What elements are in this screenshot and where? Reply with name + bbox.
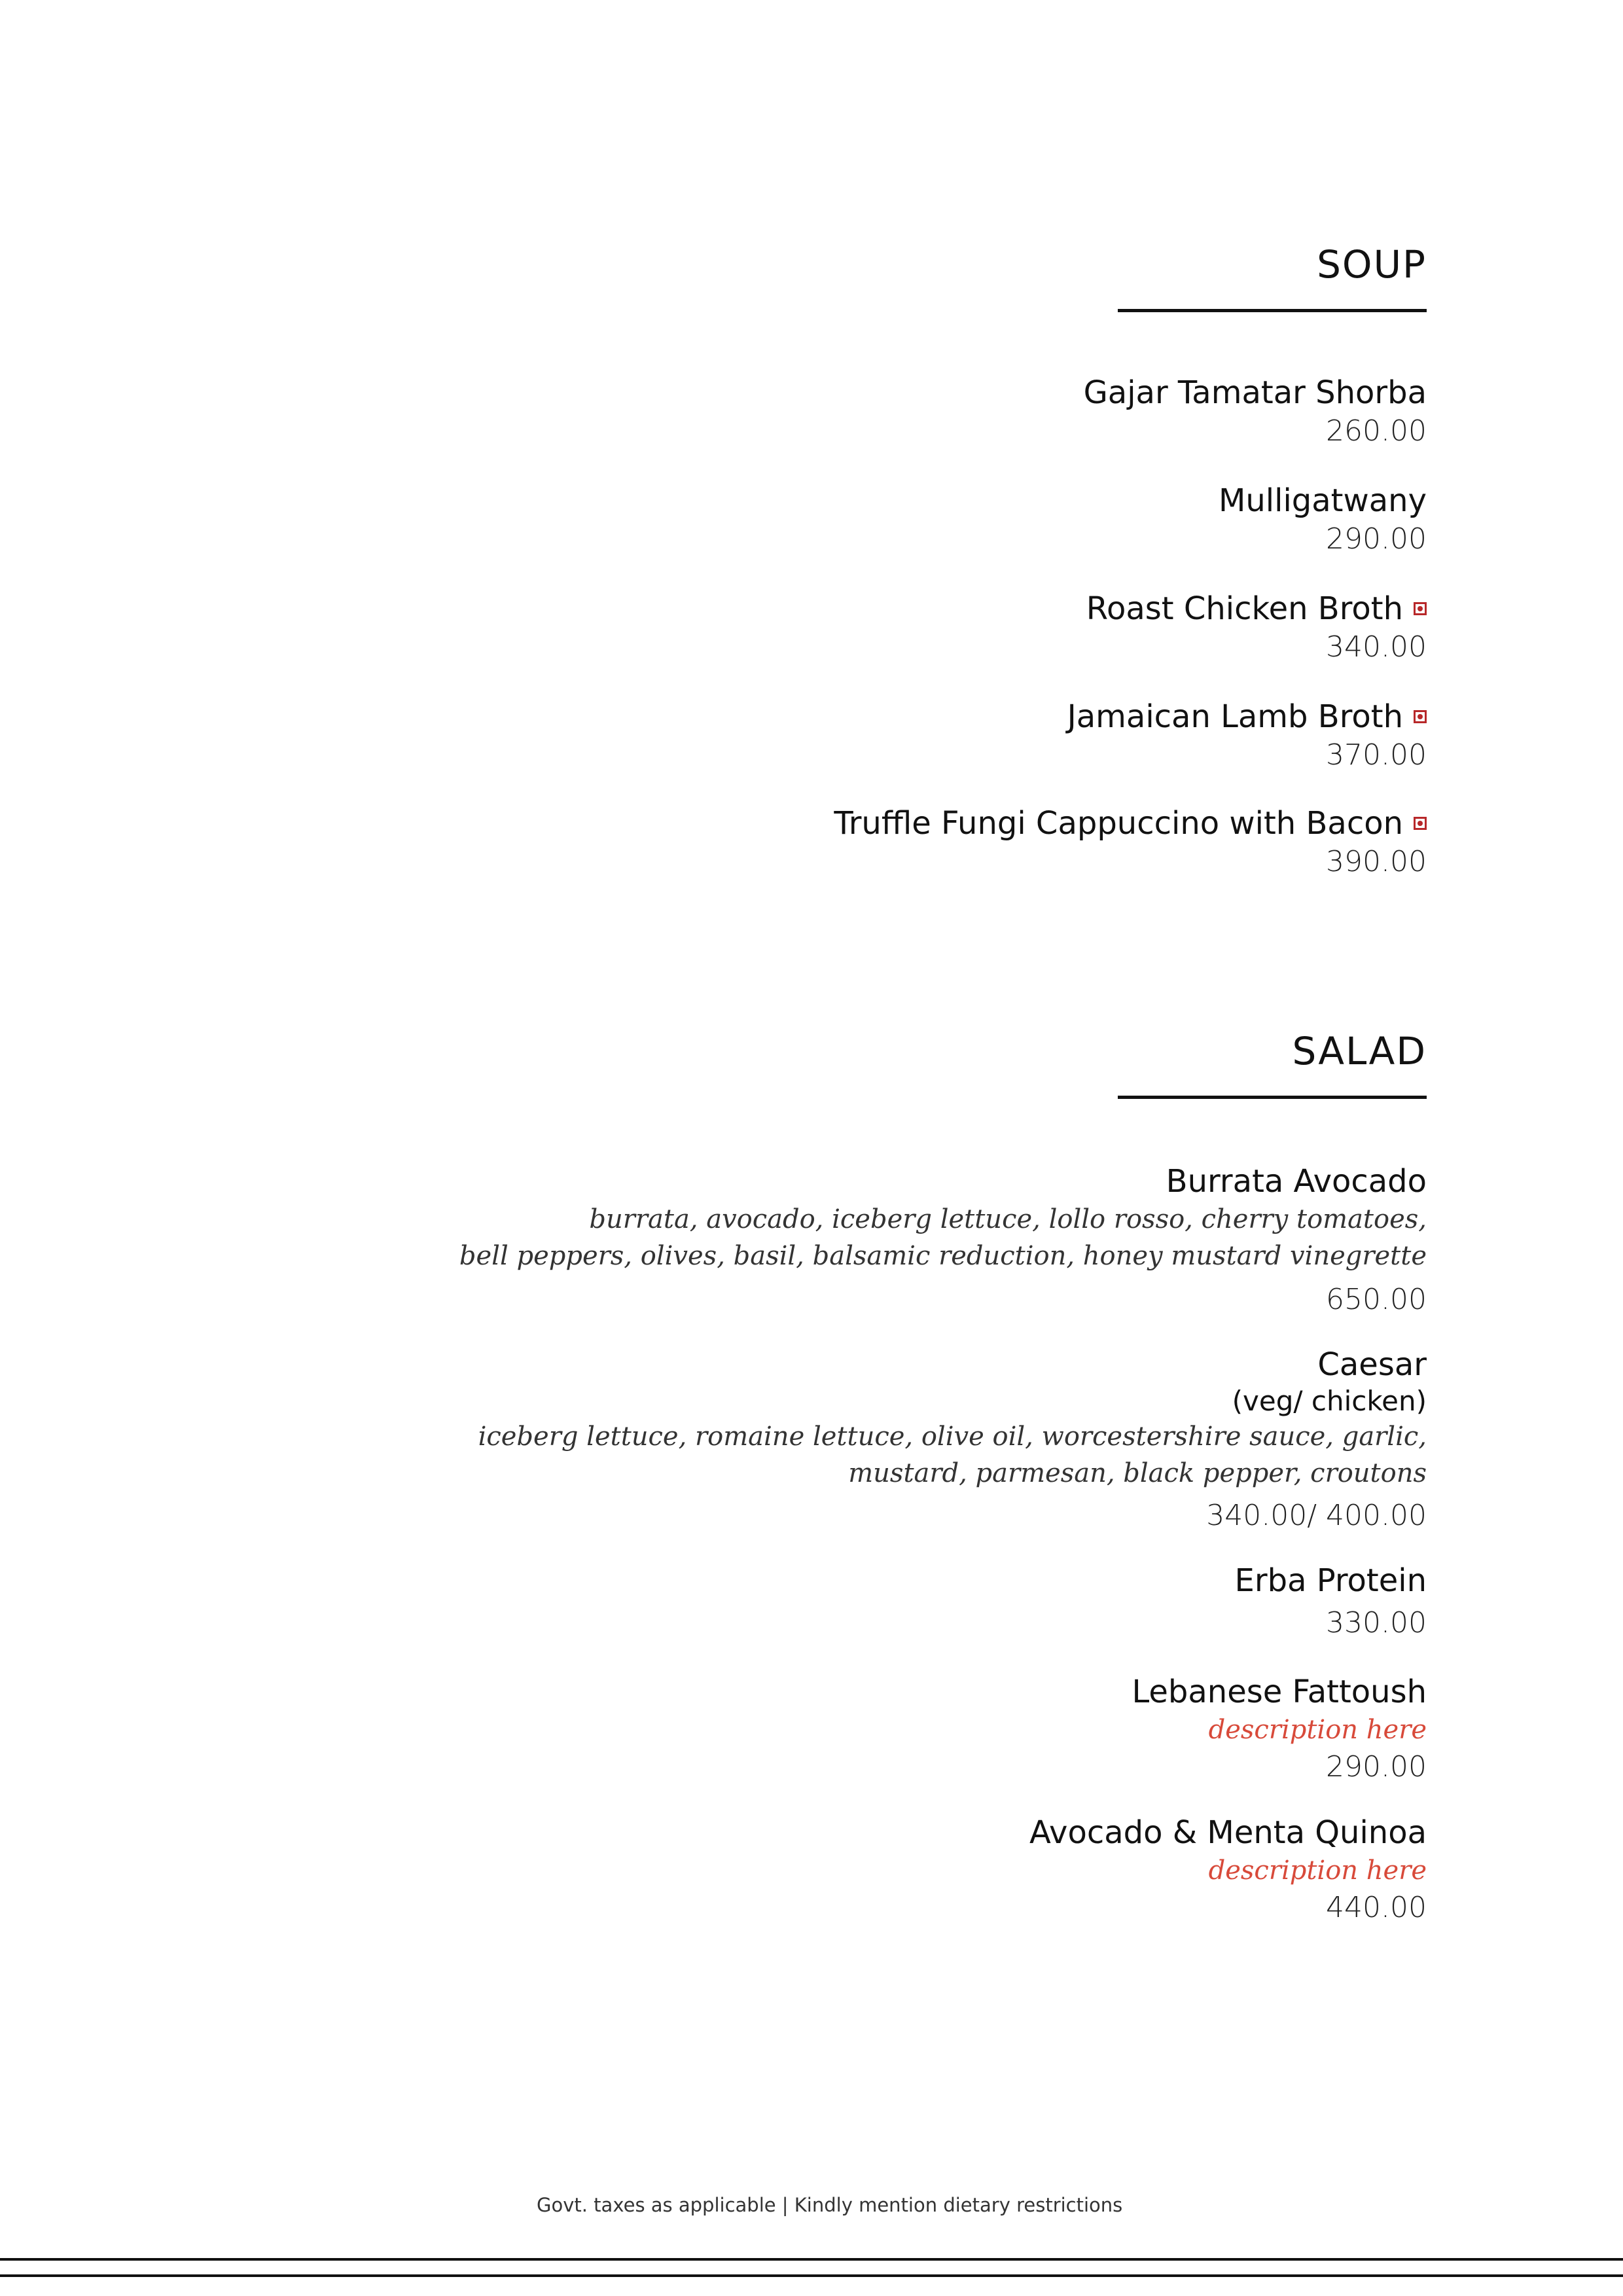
item-name: Lebanese Fattoush [1132, 1674, 1427, 1710]
menu-item [1235, 1561, 1427, 1642]
item-price: 650.00 [1326, 1283, 1427, 1316]
menu-item [459, 1162, 1427, 1319]
menu-item [1067, 697, 1427, 774]
item-name: Roast Chicken Broth [1086, 590, 1403, 627]
item-name: Mulligatwany [1218, 482, 1427, 519]
nonveg-marker-icon [1414, 817, 1427, 830]
item-variant: (veg/ chicken) [1232, 1385, 1427, 1417]
item-price: 340.00/ 400.00 [1206, 1499, 1427, 1532]
item-description: iceberg lettuce, romaine lettuce, olive oil, worcestershire sauce, garlic, [478, 1422, 1427, 1452]
menu-item [1084, 373, 1427, 450]
section-divider-soup [1118, 309, 1427, 312]
item-name: Jamaican Lamb Broth [1067, 698, 1403, 735]
item-price: 370.00 [1326, 738, 1427, 772]
item-description: description here [1208, 1856, 1427, 1886]
item-price: 390.00 [1326, 845, 1427, 878]
item-price: 340.00 [1326, 630, 1427, 664]
section-title-soup: SOUP [1317, 242, 1427, 287]
menu-item [1029, 1813, 1427, 1927]
item-name: Truffle Fungi Cappuccino with Bacon [834, 805, 1403, 842]
item-description: mustard, parmesan, black pepper, croutons [848, 1458, 1427, 1488]
item-price: 440.00 [1326, 1891, 1427, 1924]
footer-rule-bottom [0, 2274, 1623, 2277]
item-price: 290.00 [1326, 522, 1427, 556]
footer-note: Govt. taxes as applicable | Kindly mention dietary restrictions [537, 2194, 1123, 2216]
item-price: 290.00 [1326, 1750, 1427, 1784]
item-description: burrata, avocado, iceberg lettuce, lollo rosso, cherry tomatoes, [589, 1204, 1427, 1234]
item-description: description here [1208, 1715, 1427, 1745]
section-title-salad: SALAD [1292, 1029, 1427, 1073]
nonveg-marker-icon [1414, 602, 1427, 615]
menu-item [1219, 481, 1427, 558]
nonveg-marker-icon [1414, 710, 1427, 723]
menu-item [1086, 589, 1427, 666]
item-name: Avocado & Menta Quinoa [1029, 1814, 1427, 1851]
item-description: bell peppers, olives, basil, balsamic reduction, honey mustard vinegrette [459, 1241, 1427, 1271]
menu-item [478, 1345, 1427, 1535]
footer-rule-top [0, 2258, 1623, 2261]
item-price: 260.00 [1326, 414, 1427, 448]
menu-item [834, 804, 1427, 881]
menu-item [1132, 1672, 1427, 1786]
item-name: Caesar [1317, 1346, 1427, 1383]
item-price: 330.00 [1326, 1606, 1427, 1640]
item-name: Gajar Tamatar Shorba [1083, 374, 1427, 411]
section-divider-salad [1118, 1096, 1427, 1099]
item-name: Erba Protein [1234, 1562, 1427, 1599]
item-name: Burrata Avocado [1166, 1163, 1427, 1200]
